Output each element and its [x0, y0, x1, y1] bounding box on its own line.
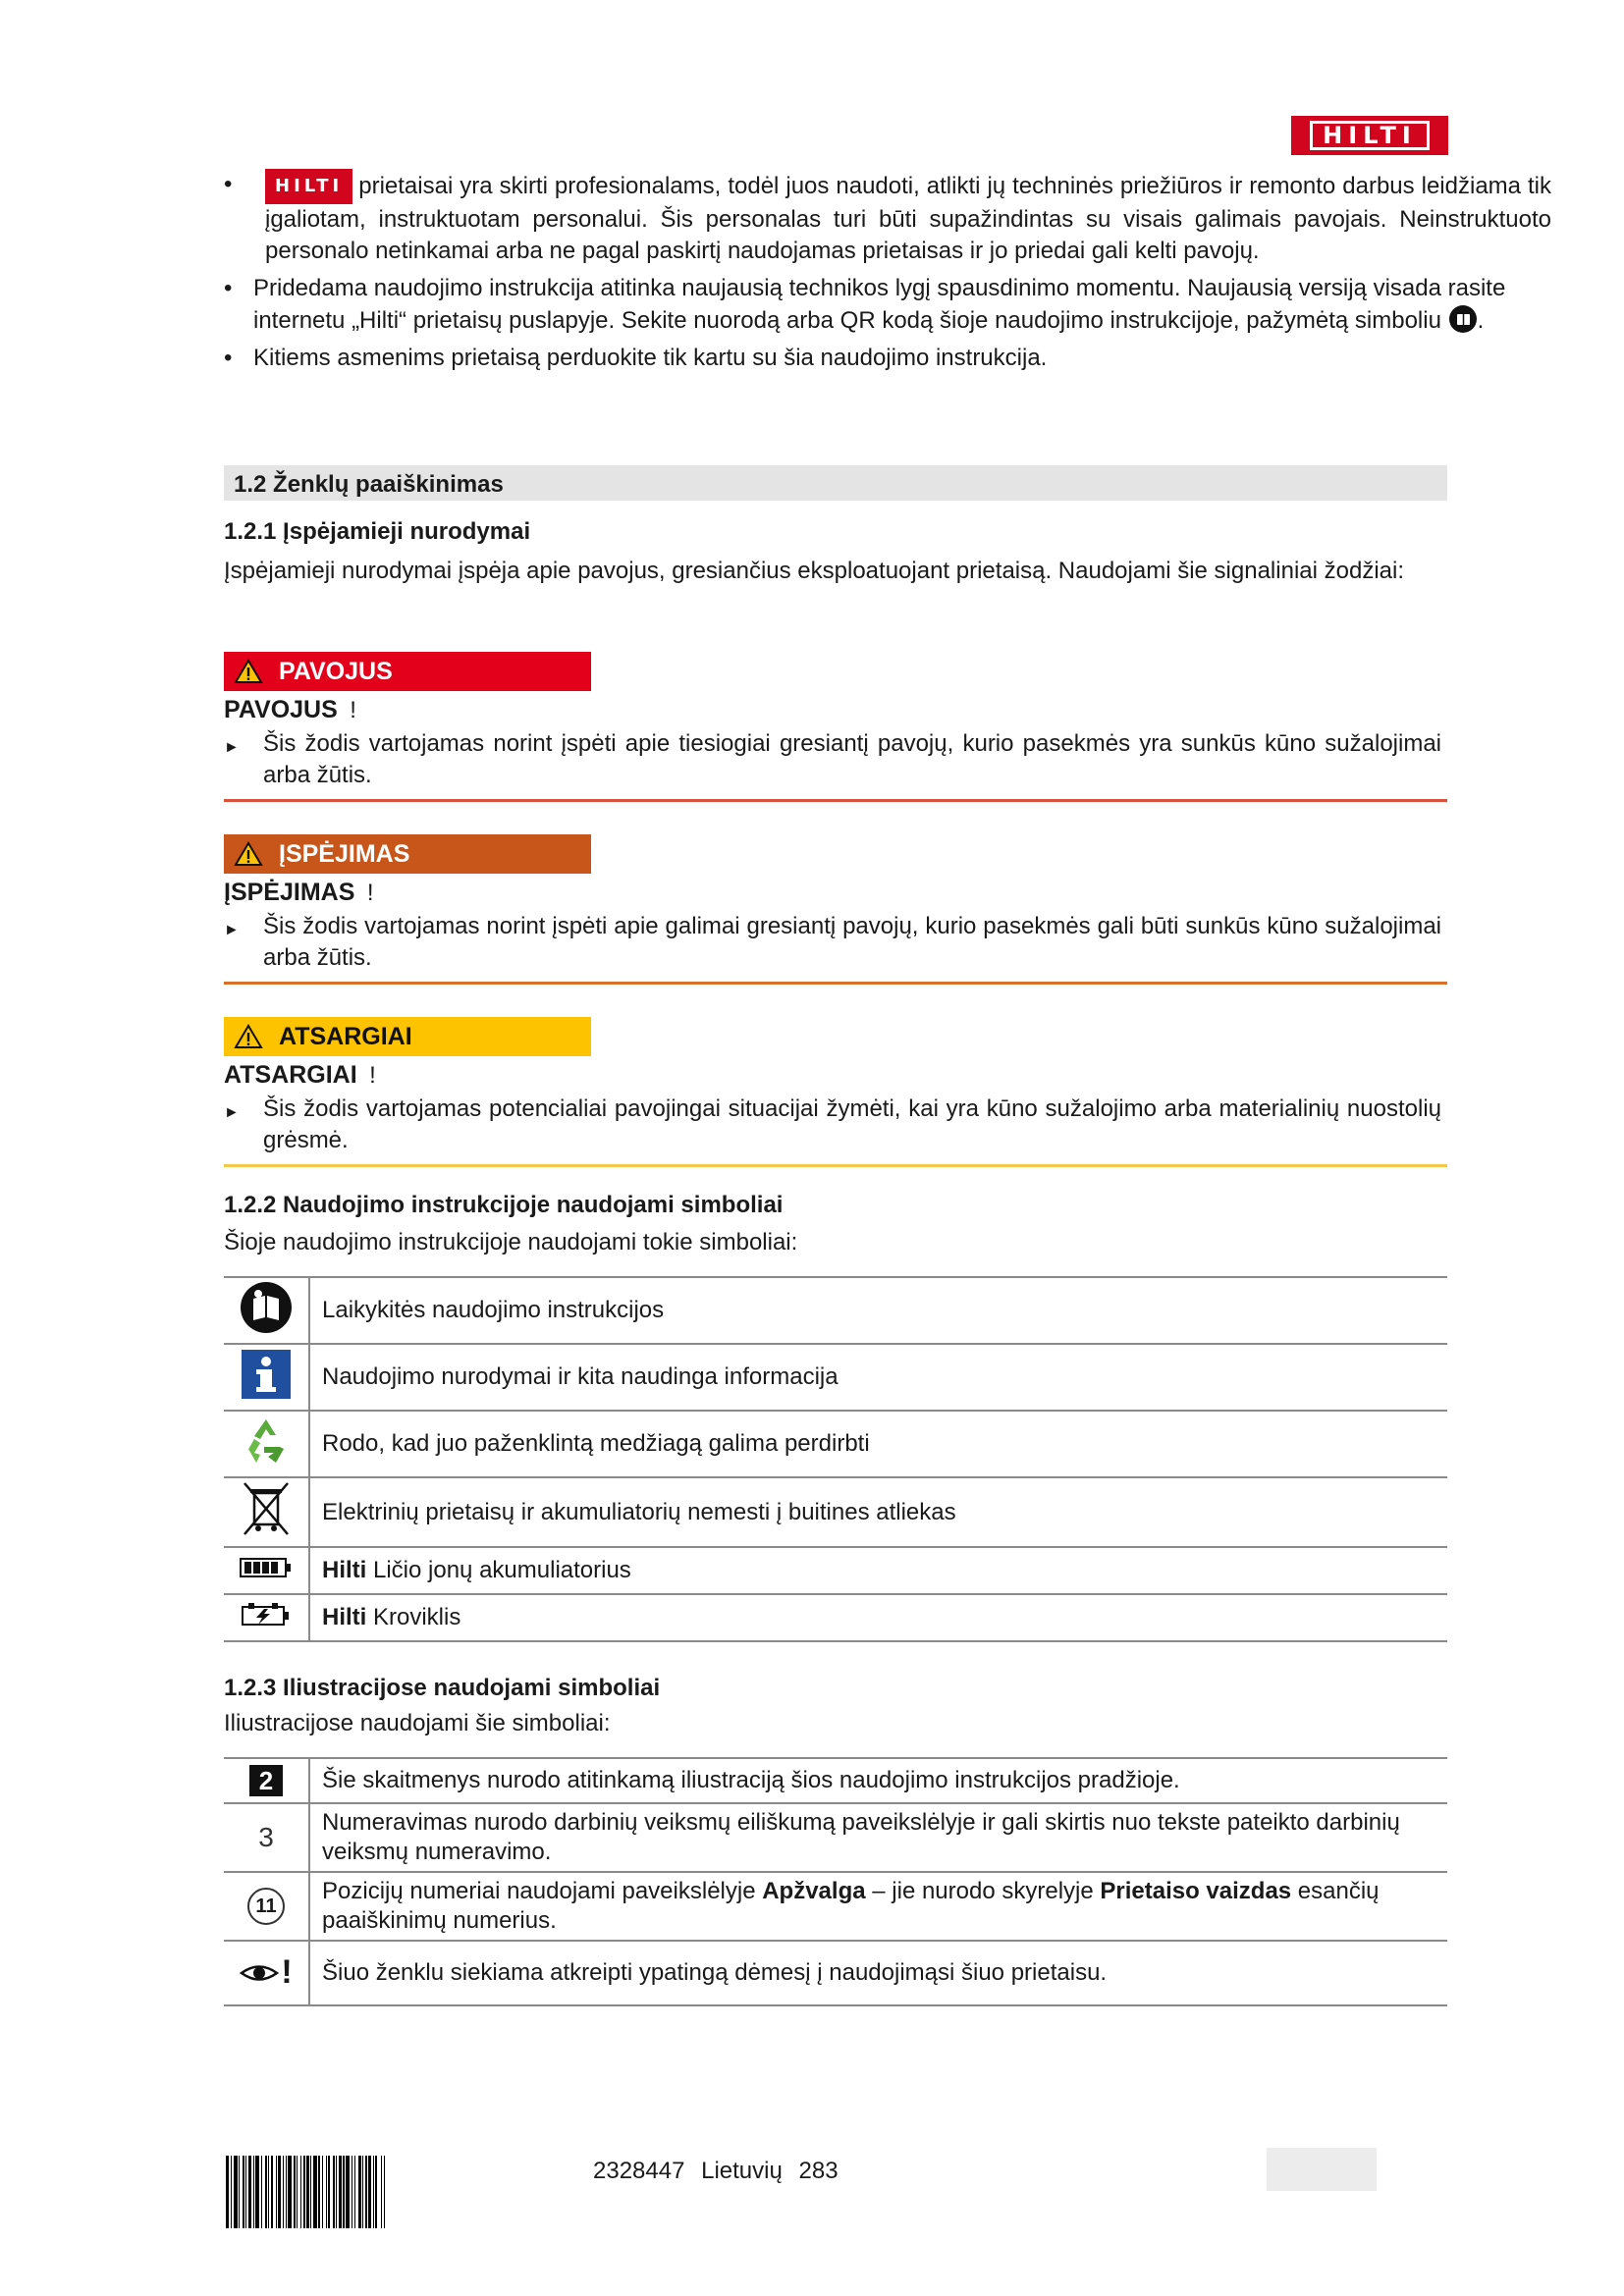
intro-bullets — [224, 169, 1569, 374]
danger-exclaim: ! — [350, 697, 356, 723]
symbol-label: – jie nurodo skyrelyje — [865, 1878, 1101, 1904]
intro-bullet-1-text: prietaisai yra skirti profesionalams, todėl juos naudoti, atlikti jų techninės priežiūros ir remonto darbus leidžiama tik įgaliotam, instruktuotam personalui. Šis personalas turi būti supažindintas su visais galimais pavojais. Neinstruktuoto personalo netinkamai arba ne pagal paskirtį naudojamas prietaisas ir jo priedai gali kelti pavojų. — [265, 173, 1551, 264]
intro-bullet-2: • Pridedama naudojimo instrukcija atitinka naujausią technikos lygį spausdinimo momentu. Naujausią versiją visada rasite internetu „Hilti“ prietaisų puslapyje. Sekite nuorodą arba QR kodą šioje naudojimo instrukcijoje, pažymėtą simboliu . — [224, 273, 1569, 337]
caution-label: ATSARGIAI — [279, 1022, 412, 1050]
triangle-bullet-icon: ► — [224, 739, 240, 756]
footer-info — [593, 2156, 839, 2187]
triangle-bullet-icon: ► — [224, 1104, 240, 1121]
table-row — [224, 1411, 1447, 1477]
table-row — [224, 1803, 1447, 1872]
table-row — [224, 1758, 1447, 1803]
section-1-2-1-heading: 1.2.1 Įspėjamieji nurodymai — [224, 518, 531, 545]
position-number-icon: 11 — [247, 1888, 285, 1925]
battery-icon — [240, 1557, 293, 1578]
section-1-2-3-heading: 1.2.3 Iliustracijose naudojami simboliai — [224, 1675, 661, 1701]
language: Lietuvių — [701, 2158, 783, 2184]
footer-tab — [1267, 2148, 1377, 2191]
section-1-2-2-intro: Šioje naudojimo instrukcijoje naudojami tokie simboliai: — [224, 1229, 798, 1255]
table-row — [224, 1277, 1447, 1344]
danger-word: PAVOJUS — [224, 696, 338, 723]
intro-bullet-3 — [224, 343, 1569, 374]
warning-label: ĮSPĖJIMAS — [279, 839, 410, 868]
section-1-2-heading: 1.2 Ženklų paaiškinimas — [224, 465, 1447, 501]
table-row — [224, 1477, 1447, 1547]
danger-label: PAVOJUS — [279, 657, 393, 685]
warning-triangle-icon — [234, 841, 263, 867]
triangle-bullet-icon: ► — [224, 922, 240, 938]
info-icon — [240, 1348, 293, 1401]
bullet-dot: • — [224, 171, 233, 197]
illustration-symbols-table — [224, 1757, 1447, 2006]
table-row — [224, 1872, 1447, 1941]
signal-block-caution — [224, 1017, 1447, 1167]
intro-bullet-1 — [224, 169, 1569, 267]
charger-icon — [239, 1601, 294, 1629]
warning-triangle-icon — [234, 1024, 263, 1049]
symbol-label: Numeravimas nurodo darbinių veiksmų eiliškumą paveikslėlyje ir gali skirtis nuo tekste pateikto darbinių veiksmų numeravimo. — [322, 1809, 1400, 1865]
symbol-label: Šie skaitmenys nurodo atitinkamą iliustraciją šios naudojimo instrukcijos pradžioje. — [322, 1767, 1180, 1793]
doc-number: 2328447 — [593, 2158, 685, 2184]
symbol-label: Kroviklis — [373, 1604, 461, 1630]
signal-block-danger — [224, 652, 1447, 802]
intro-bullet-2-text: Pridedama naudojimo instrukcija atitinka naujausią technikos lygį spausdinimo momentu. Naujausią versiją visada rasite internetu „Hilti“ prietaisų puslapyje. Sekite nuorodą arba QR kodą šioje naudojimo instrukcijoje, pažymėtą simboliu — [253, 275, 1506, 334]
danger-description-text: Šis žodis vartojamas norint įspėti apie tiesiogiai gresiantį pavojų, kurio pasekmės yra sunkūs kūno sužalojimai arba žūtis. — [263, 730, 1441, 788]
table-row — [224, 1941, 1447, 2005]
hilti-logo — [1291, 116, 1448, 155]
caution-exclaim: ! — [369, 1062, 376, 1089]
figure-number-icon: 2 — [249, 1765, 283, 1796]
crossed-bin-icon — [239, 1479, 294, 1538]
caution-word: ATSARGIAI — [224, 1061, 357, 1089]
overview-term: Apžvalga — [762, 1878, 866, 1904]
section-1-2-1-intro: Įspėjamieji nurodymai įspėja apie pavojus, gresiančius eksploatuojant prietaisą. Naudojami šie signaliniai žodžiai: — [224, 558, 1404, 584]
danger-description — [224, 728, 1447, 791]
symbol-label: Šiuo ženklu siekiama atkreipti ypatingą dėmesį į naudojimąsi šiuo prietaisu. — [322, 1959, 1108, 1986]
symbol-label: esančių paaiškinimų numerius. — [322, 1878, 1380, 1934]
warning-triangle-icon — [234, 659, 263, 684]
section-1-2-2-heading: 1.2.2 Naudojimo instrukcijoje naudojami simboliai — [224, 1192, 784, 1218]
signal-block-warning — [224, 834, 1447, 985]
danger-rule — [224, 799, 1447, 802]
inline-hilti-logo: HILTI — [265, 169, 352, 204]
caution-rule — [224, 1164, 1447, 1167]
warning-description — [224, 911, 1447, 974]
symbol-label: Laikykitės naudojimo instrukcijos — [322, 1297, 665, 1323]
barcode — [226, 2156, 562, 2228]
page-number: 283 — [798, 2158, 839, 2184]
step-number-icon: 3 — [258, 1822, 274, 1852]
caution-label-bar — [224, 1017, 591, 1056]
brand-name: Hilti — [322, 1557, 367, 1583]
warning-word: ĮSPĖJIMAS — [224, 879, 355, 906]
symbol-label: Elektrinių prietaisų ir akumuliatorių nemesti į buitines atliekas — [322, 1498, 956, 1525]
danger-label-bar — [224, 652, 591, 691]
attention-eye-icon: ! — [240, 1953, 292, 1992]
warning-label-bar — [224, 834, 591, 874]
section-1-2-3-intro: Iliustracijose naudojami šie simboliai: — [224, 1710, 611, 1736]
table-row — [224, 1594, 1447, 1641]
hilti-logo-text: HILTI — [1310, 121, 1430, 150]
warning-rule — [224, 982, 1447, 985]
symbol-label: Pozicijų numeriai naudojami paveikslėlyje — [322, 1878, 763, 1904]
caution-description — [224, 1094, 1447, 1156]
intro-bullet-3-text: Kitiems asmenims prietaisą perduokite tik kartu su šia naudojimo instrukcija. — [253, 345, 1048, 371]
warning-exclaim: ! — [366, 880, 374, 906]
warning-description-text: Šis žodis vartojamas norint įspėti apie galimai gresiantį pavojų, kurio pasekmės gali būti sunkūs kūno sužalojimai arba žūtis. — [263, 913, 1441, 971]
bullet-dot: • — [224, 275, 233, 301]
table-row — [224, 1547, 1447, 1594]
caution-description-text: Šis žodis vartojamas potencialiai pavojingai situacijai žymėti, kai yra kūno sužalojimo arba materialinių nuostolių grėsmė. — [263, 1095, 1441, 1153]
symbols-table — [224, 1276, 1447, 1642]
recycle-icon — [239, 1414, 294, 1468]
symbol-label: Naudojimo nurodymai ir kita naudinga informacija — [322, 1363, 839, 1390]
read-manual-icon — [239, 1280, 294, 1335]
symbol-label: Rodo, kad juo paženklintą medžiagą galima perdirbti — [322, 1430, 870, 1457]
table-row — [224, 1344, 1447, 1411]
read-manual-icon — [1448, 304, 1478, 334]
symbol-label: Ličio jonų akumuliatorius — [373, 1557, 631, 1583]
bullet-dot: • — [224, 345, 233, 371]
device-view-term: Prietaiso vaizdas — [1100, 1878, 1292, 1904]
brand-name: Hilti — [322, 1604, 367, 1630]
